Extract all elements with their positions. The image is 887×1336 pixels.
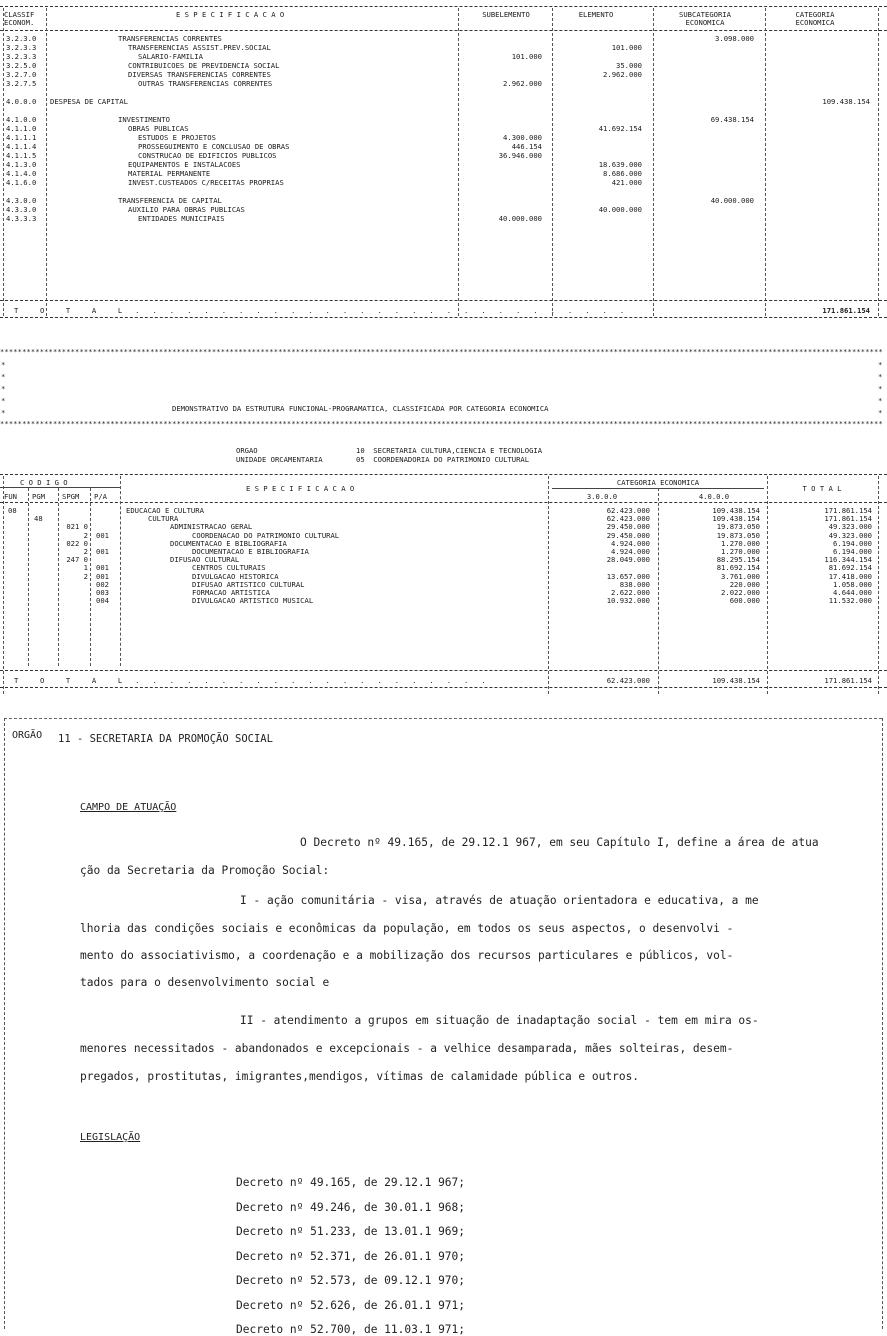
row-spgm: 2 [83, 572, 88, 581]
row-especificacao: CONSTRUCAO DE EDIFICIOS PUBLICOS [138, 151, 277, 160]
header-especificacao: E S P E C I F I C A C A O [176, 10, 285, 19]
paragraph-line: I - ação comunitária - visa, através de atuação orientadora e educativa, a me [240, 894, 759, 907]
row-col-3000: 13.657.000 [606, 572, 650, 581]
orgao-11-section [0, 718, 887, 1336]
header-col-4000: 4.0.0.0 [698, 492, 730, 501]
row-especificacao: DOCUMENTACAO E BIBLIOGRAFIA [170, 539, 287, 548]
row-col-4000: 81.692.154 [716, 563, 760, 572]
row-total: 1.058.000 [833, 580, 872, 589]
row-especificacao: PROSSEGUIMENTO E CONCLUSAO DE OBRAS [138, 142, 290, 151]
row-code: 4.1.6.0 [6, 178, 37, 187]
row-especificacao: DESPESA DE CAPITAL [50, 97, 128, 106]
row-elemento: 18.639.000 [598, 160, 642, 169]
row-pa: 001 [96, 531, 109, 540]
row-subelemento: 4.300.000 [503, 133, 542, 142]
header-subelemento: SUBELEMENTO [482, 10, 530, 19]
row-col-3000: 4.924.000 [611, 539, 650, 548]
row-categoria: 109.438.154 [822, 97, 870, 106]
row-col-3000: 28.049.000 [606, 555, 650, 564]
banner-bottom-border: ******************************************************************************************************************************************************************************************************** [0, 420, 883, 428]
section-orgao-title: 11 - SECRETARIA DA PROMOÇÃO SOCIAL [58, 733, 273, 745]
header-elemento: ELEMENTO [578, 10, 614, 19]
row-subelemento: 2.962.000 [503, 79, 542, 88]
header-spgm: SPGM [62, 492, 80, 501]
row-especificacao: OBRAS PUBLICAS [128, 124, 189, 133]
section-orgao-label: ORGÃO [12, 730, 43, 741]
row-code: 3.2.7.0 [6, 70, 37, 79]
row-especificacao: DOCUMENTACAO E BIBLIOGRAFIA [192, 547, 309, 556]
row-especificacao: CENTROS CULTURAIS [192, 563, 266, 572]
decree-item: Decreto nº 49.246, de 30.01.1 968; [236, 1200, 466, 1214]
table2-total-4000: 109.438.154 [712, 676, 760, 685]
row-col-4000: 19.873.050 [716, 522, 760, 531]
header-fun: FUN [4, 492, 17, 501]
orgao-label: ORGAO [236, 446, 258, 455]
row-col-4000: 600.000 [729, 596, 760, 605]
row-subelemento: 40.000.000 [498, 214, 542, 223]
row-especificacao: DIVULGACAO HISTORICA [192, 572, 279, 581]
row-total: 4.644.000 [833, 588, 872, 597]
row-especificacao: TRANSFERENCIA DE CAPITAL [118, 196, 222, 205]
row-col-4000: 109.438.154 [712, 506, 760, 515]
decree-item: Decreto nº 52.700, de 11.03.1 971; [236, 1323, 466, 1336]
row-especificacao: EDUCACAO E CULTURA [126, 506, 204, 515]
row-total: 171.861.154 [824, 506, 872, 515]
row-col-3000: 29.450.000 [606, 522, 650, 531]
orgao-value: 10 SECRETARIA CULTURA,CIENCIA E TECNOLOGIA [356, 446, 543, 455]
row-code: 4.1.4.0 [6, 169, 37, 178]
paragraph-line: tados para o desenvolvimento social e [80, 976, 330, 989]
row-especificacao: DIVERSAS TRANSFERENCIAS CORRENTES [128, 70, 271, 79]
row-pgm: 48 [34, 514, 43, 523]
row-elemento: 8.686.000 [603, 169, 642, 178]
row-pa: 002 [96, 580, 109, 589]
row-total: 116.344.154 [824, 555, 872, 564]
paragraph-line: menores necessitados - abandonados e excepcionais - a velhice desamparada, mães solteiras, desem- [80, 1042, 734, 1055]
row-code: 4.3.3.3 [6, 214, 37, 223]
row-elemento: 41.692.154 [598, 124, 642, 133]
banner-top-border: ******************************************************************************************************************************************************************************************************** [0, 348, 883, 356]
row-elemento: 40.000.000 [598, 205, 642, 214]
title-banner: ******************************************************************************************************************************************************************************************************** * * * * * * * * * * DEMONSTRATIVO DA ESTRUTURA FUNCIONAL-PROGRAMATICA, CLASSIFICADA POR CATEGORIA ECONOMICA ******************************************************************************************************************************************************************************************************** [0, 348, 887, 428]
row-col-4000: 109.438.154 [712, 514, 760, 523]
row-col-4000: 220.000 [729, 580, 760, 589]
row-especificacao: COORDENACAO DO PATRIMONIO CULTURAL [192, 531, 340, 540]
legislacao-heading: LEGISLAÇÃO [80, 1132, 141, 1143]
row-pa: 001 [96, 572, 109, 581]
functional-programmatic-table [0, 470, 887, 700]
row-spgm: 1 [83, 563, 88, 572]
decree-item: Decreto nº 49.165, de 29.12.1 967; [236, 1176, 466, 1189]
campo-de-atuacao-heading: CAMPO DE ATUAÇÃO [80, 802, 177, 813]
row-especificacao: OUTRAS TRANSFERENCIAS CORRENTES [138, 79, 273, 88]
header-classif-2: ECONOM. [4, 18, 35, 27]
row-code: 3.2.3.3 [6, 43, 37, 52]
row-subcategoria: 69.438.154 [710, 115, 754, 124]
row-subelemento: 36.946.000 [498, 151, 542, 160]
row-col-4000: 88.295.154 [716, 555, 760, 564]
row-code: 4.1.3.0 [6, 160, 37, 169]
row-col-3000: 4.924.000 [611, 547, 650, 556]
row-code: 3.2.5.0 [6, 61, 37, 70]
row-col-3000: 29.450.000 [606, 531, 650, 540]
row-especificacao: DIVULGACAO ARTISTICO MUSICAL [192, 596, 314, 605]
decree-item: Decreto nº 52.371, de 26.01.1 970; [236, 1249, 466, 1263]
row-pa: 004 [96, 596, 109, 605]
row-especificacao: CONTRIBUICOES DE PREVIDENCIA SOCIAL [128, 61, 280, 70]
row-col-4000: 3.761.000 [721, 572, 760, 581]
row-especificacao: AUXILIO PARA OBRAS PUBLICAS [128, 205, 245, 214]
row-spgm: 247 0 [66, 555, 88, 564]
row-especificacao: CULTURA [148, 514, 179, 523]
row-especificacao: TRANSFERENCIAS CORRENTES [118, 34, 222, 43]
row-especificacao: DIFUSAO ARTISTICO CULTURAL [192, 580, 305, 589]
row-col-3000: 838.000 [619, 580, 650, 589]
row-code: 3.2.3.0 [6, 34, 37, 43]
row-especificacao: ESTUDOS E PROJETOS [138, 133, 216, 142]
table2-total-value: 171.861.154 [824, 676, 872, 685]
row-col-4000: 2.022.000 [721, 588, 760, 597]
paragraph-line: O Decreto nº 49.165, de 29.12.1 967, em seu Capítulo I, define a área de atua [300, 836, 819, 849]
row-total: 49.323.000 [828, 531, 872, 540]
row-total: 17.418.000 [828, 572, 872, 581]
decree-item: Decreto nº 52.626, de 26.01.1 971; [236, 1298, 466, 1312]
row-col-4000: 1.270.000 [721, 547, 760, 556]
row-total: 6.194.000 [833, 539, 872, 548]
decree-item: Decreto nº 52.573, de 09.12.1 970; [236, 1274, 466, 1287]
header-pgm: PGM [32, 492, 45, 501]
decree-item: Decreto nº 51.233, de 13.01.1 969; [236, 1225, 466, 1238]
row-elemento: 2.962.000 [603, 70, 642, 79]
row-fun: 08 [8, 506, 17, 515]
row-elemento: 421.000 [611, 178, 642, 187]
row-code: 4.3.3.0 [6, 205, 37, 214]
row-code: 4.3.0.0 [6, 196, 37, 205]
row-especificacao: INVESTIMENTO [118, 115, 170, 124]
table1-total-value: 171.861.154 [822, 306, 870, 315]
paragraph-line: pregados, prostitutas, imigrantes,mendigos, vítimas de calamidade pública e outros. [80, 1070, 640, 1083]
row-especificacao: ENTIDADES MUNICIPAIS [138, 214, 225, 223]
row-code: 4.1.1.4 [6, 142, 37, 151]
economic-classification-table [0, 0, 887, 322]
row-code: 4.0.0.0 [6, 97, 37, 106]
row-especificacao: TRANSFERENCIAS ASSIST.PREV.SOCIAL [128, 43, 271, 52]
header-categoria-2: ECONOMICA [795, 18, 835, 27]
paragraph-line: ção da Secretaria da Promoção Social: [80, 864, 330, 877]
row-subcategoria: 40.000.000 [710, 196, 754, 205]
row-subelemento: 101.000 [511, 52, 542, 61]
header-subcategoria-1: SUBCATEGORIA [679, 10, 731, 19]
row-especificacao: DIFUSAO CULTURAL [170, 555, 240, 564]
row-total: 6.194.000 [833, 547, 872, 556]
row-especificacao: EQUIPAMENTOS E INSTALACOES [128, 160, 241, 169]
row-especificacao: INVEST.CUSTEADOS C/RECEITAS PROPRIAS [128, 178, 284, 187]
unidade-label: UNIDADE ORCAMENTARIA [236, 455, 323, 464]
row-pa: 001 [96, 547, 109, 556]
row-code: 4.1.1.1 [6, 133, 37, 142]
row-elemento: 35.000 [616, 61, 642, 70]
row-subcategoria: 3.098.000 [715, 34, 754, 43]
row-code: 4.1.0.0 [6, 115, 37, 124]
row-especificacao: MATERIAL PERMANENTE [128, 169, 211, 178]
row-total: 11.532.000 [828, 596, 872, 605]
row-spgm: 2 [83, 547, 88, 556]
header-classif-1: CLASSIF [4, 10, 35, 19]
paragraph-line: II - atendimento a grupos em situação de inadaptação social - tem em mira os- [240, 1014, 759, 1027]
table1-total-label: T O T A L . . . . . . . . . . . . . . . . . . . . . . . . . . . . . [14, 306, 625, 315]
row-total: 49.323.000 [828, 522, 872, 531]
row-code: 3.2.3.3 [6, 52, 37, 61]
row-spgm: 2 [83, 531, 88, 540]
header-especificacao-2: E S P E C I F I C A C A O [246, 484, 355, 493]
row-col-3000: 62.423.000 [606, 514, 650, 523]
row-total: 171.861.154 [824, 514, 872, 523]
row-spgm: 022 0 [66, 539, 88, 548]
paragraph-line: mento do associativismo, a coordenação e a mobilização dos recursos particulares e públicos, vol- [80, 949, 734, 962]
header-codigo: C O D I G O [20, 478, 68, 487]
row-subelemento: 446.154 [511, 142, 542, 151]
header-total: T O T A L [802, 484, 842, 493]
row-total: 81.692.154 [828, 563, 872, 572]
row-col-3000: 2.622.000 [611, 588, 650, 597]
unidade-value: 05 COORDENADORIA DO PATRIMONIO CULTURAL [356, 455, 530, 464]
row-code: 4.1.1.0 [6, 124, 37, 133]
row-pa: 003 [96, 588, 109, 597]
banner-title: DEMONSTRATIVO DA ESTRUTURA FUNCIONAL-PROGRAMATICA, CLASSIFICADA POR CATEGORIA ECONOMICA [172, 404, 549, 413]
row-col-3000: 62.423.000 [606, 506, 650, 515]
header-subcategoria-2: ECONOMICA [685, 18, 725, 27]
row-especificacao: ADMINISTRACAO GERAL [170, 522, 253, 531]
row-spgm: 021 0 [66, 522, 88, 531]
row-col-4000: 19.873.050 [716, 531, 760, 540]
table2-total-label: T O T A L . . . . . . . . . . . . . . . . . . . . . [14, 676, 486, 685]
row-col-4000: 1.270.000 [721, 539, 760, 548]
table2-total-3000: 62.423.000 [606, 676, 650, 685]
row-especificacao: FORMACAO ARTISTICA [192, 588, 270, 597]
row-code: 3.2.7.5 [6, 79, 37, 88]
row-pa: 001 [96, 563, 109, 572]
row-code: 4.1.1.5 [6, 151, 37, 160]
row-elemento: 101.000 [611, 43, 642, 52]
header-categoria-1: CATEGORIA [795, 10, 835, 19]
header-col-3000: 3.0.0.0 [586, 492, 618, 501]
header-pa: P/A [94, 492, 107, 501]
paragraph-line: lhoria das condições sociais e econômicas da população, em todos os seus aspectos, o desenvolvi - [80, 922, 734, 935]
row-col-3000: 10.932.000 [606, 596, 650, 605]
header-categoria-economica: CATEGORIA ECONOMICA [616, 478, 700, 487]
row-especificacao: SALARIO-FAMILIA [138, 52, 203, 61]
